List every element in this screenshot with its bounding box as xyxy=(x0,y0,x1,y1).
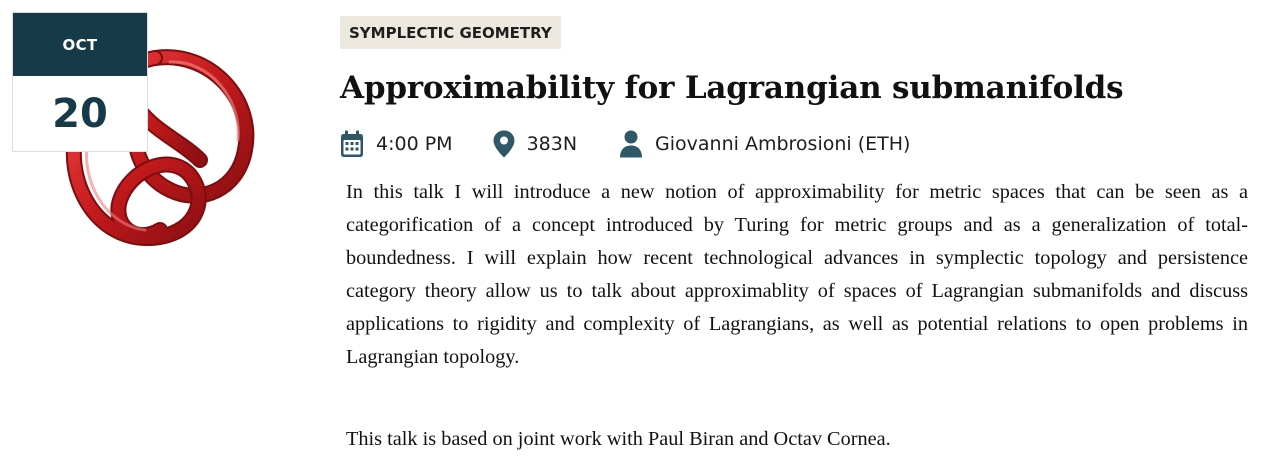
category-tag[interactable]: SYMPLECTIC GEOMETRY xyxy=(340,16,561,49)
event-note: This talk is based on joint work with Paul Biran and Octav Cornea. xyxy=(346,428,891,450)
event-location-text: 383N xyxy=(526,133,578,155)
date-day: 20 xyxy=(52,90,108,137)
calendar-icon xyxy=(340,130,364,158)
event-speaker xyxy=(619,130,910,158)
date-month: OCT xyxy=(13,13,147,76)
event-location xyxy=(493,130,577,158)
event-title[interactable]: Approximability for Lagrangian submanifolds xyxy=(340,70,1124,106)
date-badge xyxy=(12,12,148,152)
event-time-text: 4:00 PM xyxy=(376,133,453,155)
event-abstract: In this talk I will introduce a new notion of approximability for metric spaces that can be seen as a categorification of a concept introduced by Turing for metric groups and as a generalization of total-boundedness. I will explain how recent technological advances in symplectic topology and persistence category theory allow us to talk about approximablity of spaces of Lagrangian submanifolds and discuss applications to rigidity and complexity of Lagrangians, as well as potential relations to open problems in Lagrangian topology. xyxy=(346,181,1248,368)
person-icon xyxy=(619,130,643,158)
event-time xyxy=(340,130,453,158)
event-speaker-text: Giovanni Ambrosioni (ETH) xyxy=(655,133,911,155)
event-meta xyxy=(340,127,910,161)
map-pin-icon xyxy=(493,130,515,158)
